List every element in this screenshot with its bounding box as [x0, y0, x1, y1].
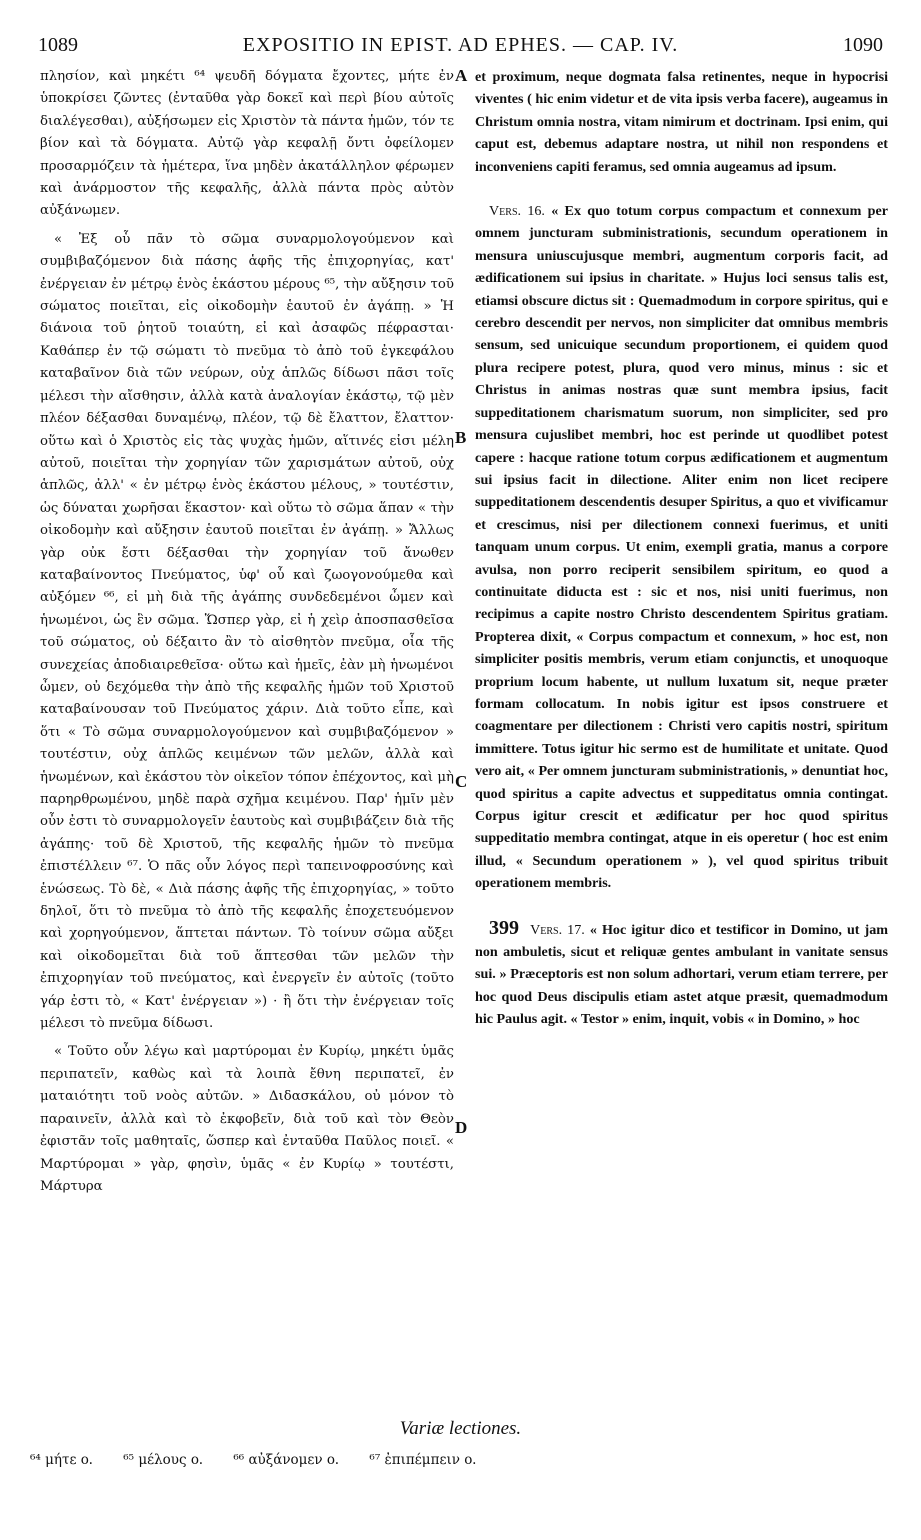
latin-column	[475, 66, 888, 1053]
footnote-64: ⁶⁴ μήτε o.	[30, 1452, 93, 1468]
page-header	[30, 34, 891, 60]
latin-paragraph-2-text: « Ex quo totum corpus compactum et connexum per omnem juncturam subministrationis, secundum operationem in mensura uniuscujusque membri, augmentum corporis facit, ad ædificationem sui ipsius in charitate. » Hujus loci sensus talis est, etiamsi obscure dictus sit : Quemadmodum in corpore spiritus, qui e cerebro descendit per nervos, non simpliciter dat omnibus membris sensum, sed unicuique secundum proportionem, ei quidem quod plura recipere potest, plura, quod vero minus, minus : sic et Christus in animas nostras quæ sunt membra ipsius, facit suppeditationem charismatum suorum, non simpliciter, sed pro mensura cujuslibet membri, hoc est perinde ut quodlibet potest capere : hacque ratione totum corpus ædificationem et augmentum sui ipsius facit in dilectione. Aliter enim non licet recipere suppeditationem descendentis desuper Spiritus, a quo et vivificamur et crescimus, nisi per dilectionem connexi fuerimus, et uniti tanquam unum corpus. Ut enim, exempli gratia, manus a corpore avulsa, non porro reciperit sensibilem spiritum, eo quod a continuitate diducta est : sic et nos, nisi uniti fuerimus, non recipimus a capite nostro Christo descendentem Spiritus gratiam. Propterea dixit, « Corpus compactum et connexum, » hoc est, non simpliciter positis membris, verum etiam conjunctis, et unoquoque proprium locum habente, ut nullum luxatum sit, neque præter formam collocatum. In nobis igitur est ipsos construere et coagmentare per dilectionem : Christi vero capitis nostri, spiritum immittere. Totus igitur hic sermo est de humilitate et unitate. Quod vero ait, « Per omnem juncturam subministrationis, » denuntiat hoc, quod spiritus a capite advectus et suppeditatus omnia contingat. Corpus igitur crescit et ædificatur per hoc quod spiritus suppeditatio membra contingat, atque in eis operetur ( hoc est enim illud, « Secundum operationem » ), vel quod spiritus tribuit operationem membris.	[475, 203, 888, 892]
margin-letter-d: D	[455, 1118, 468, 1137]
footnote-67: ⁶⁷ ἐπιπέμπειν o.	[369, 1452, 477, 1468]
greek-column	[40, 66, 454, 1204]
verse-label-17: Vers. 17.	[530, 921, 585, 938]
greek-paragraph-2: « Ἐξ οὗ πᾶν τὸ σῶμα συναρμολογούμενον καὶ συμβιβαζόμενον διὰ πάσης ἁφῆς τῆς ἐπιχορηγίας, κατ' ἐνέργειαν ἐν μέτρῳ ἑνὸς ἑκάστου μέρους ⁶⁵, τὴν αὔξησιν τοῦ σώματος ποιεῖται, εἰς οἰκοδομὴν ἑαυτοῦ ἐν ἀγάπῃ. » Ἡ διάνοια τοῦ ῥητοῦ τοιαύτη, εἰ καὶ ἀσαφῶς πέφρασται· Καθάπερ ἐν τῷ σώματι τὸ πνεῦμα τὸ ἀπὸ τοῦ ἐγκεφάλου καταβαῖνον διὰ τῶν νεύρων, οὐχ ἁπλῶς δίδωσι πᾶσι τοῖς μέλεσι τὴν αἴσθησιν, ἀλλὰ κατὰ ἀναλογίαν ἑκάστῳ, τῷ μὲν πλέον δέξασθαι δυναμένῳ, πλέον, τῷ δὲ ἔλαττον, ἔλαττον· οὕτω καὶ ὁ Χριστὸς εἰς τὰς ψυχὰς ἡμῶν, αἵτινές εἰσι μέλη αὐτοῦ, ποιεῖται τὴν χορηγίαν τῶν χαρισμάτων αὐτοῦ, οὐχ ἁπλῶς, ἀλλ' « ἐν μέτρῳ ἑνὸς ἑκάστου μέλους, » τουτέστιν, ὡς δύναται χωρῆσαι ἕκαστον· καὶ οὕτω τὸ σῶμα ἅπαν « τὴν οἰκοδομὴν καὶ αὔξησιν ἑαυτοῦ ποιεῖται ἐν ἀγάπῃ. » Ἄλλως γὰρ οὐκ ἔστι δέξασθαι τὴν χορηγίαν τοῦ ἄνωθεν καταβαίνοντος Πνεύματος, ὑφ' οὗ καὶ ζωογονούμεθα καὶ αὐξόμεν ⁶⁶, εἰ μὴ διὰ τῆς ἀγάπης συνδεδεμένοι ὦμεν καὶ ἡνωμένοι, ὡς ἓν σῶμα. Ὥσπερ γὰρ, εἰ ἡ χεὶρ ἀποσπασθεῖσα τοῦ σώματος, οὐ δέξαιτο ἂν τὸ αἰσθητὸν πνεῦμα, οἷα τῆς συνεχείας ἀποδιαιρεθεῖσα· οὕτω καὶ ἡμεῖς, ἐὰν μὴ ἡνωμένοι ὦμεν, οὐ δεχόμεθα τὴν ἀπὸ τῆς κεφαλῆς ἡμῶν τοῦ Χριστοῦ καταβαίνουσαν τοῦ Πνεύματος χάριν. Διὰ τοῦτο εἶπε, καὶ ὅτι « Τὸ σῶμα συναρμολογούμενον καὶ συμβιβαζόμενον » τουτέστιν, οὐχ ἁπλῶς κειμένων τῶν μελῶν, ἀλλὰ καὶ ἡνωμένων, καὶ ἑκάστου τὸν οἰκεῖον τόπον ἐπέχοντος, καὶ μὴ παρηρθρωμένου, μηδὲ παρὰ σχῆμα κειμένου. Παρ' ἡμῖν μὲν οὖν ἐστι τὸ συναρμολογεῖν ἑαυτοὺς καὶ συμβιβάζειν διὰ τῆς ἀγάπης· τοῦ δὲ Χριστοῦ, τῆς κεφαλῆς ἡμῶν τὸ πνεῦμα ἐπιστέλλειν ⁶⁷. Ὁ πᾶς οὖν λόγος περὶ ταπεινοφροσύνης καὶ ἑνώσεως. Τὸ δὲ, « Διὰ πάσης ἁφῆς τῆς ἐπιχορηγίας, » τοῦτο δηλοῖ, ὅτι τὸ πνεῦμα τὸ ἀπὸ τῆς κεφαλῆς ἐποχετευόμενον καὶ χορηγούμενον, ἅπτεται πάντων. Τὸ τοίνυν σῶμα αὔξει καὶ οἰκοδομεῖται διὰ τοῦ ἅπτεσθαι τῶν μελῶν τὴν ἐπιχορηγίαν τοῦ πνεύματος, καὶ ἐνεργεῖν ἐν αὐτοῖς (τοῦτο γάρ ἐστι τὸ, « Κατ' ἐνέργειαν ») · ἢ ὅτι τὴν ἐνέργειαν τοῖς μέλεσι τὸ πνεῦμα δίδωσι.	[40, 231, 454, 1032]
verse-label-16: Vers. 16.	[489, 203, 545, 220]
page-number-right: 1090	[843, 34, 883, 56]
column-number: 399	[489, 916, 519, 939]
greek-paragraph-3: « Τοῦτο οὖν λέγω καὶ μαρτύρομαι ἐν Κυρίῳ, μηκέτι ὑμᾶς περιπατεῖν, καθὼς καὶ τὰ λοιπὰ ἔθνη περιπατεῖ, ἐν ματαιότητι τοῦ νοὸς αὐτῶν. » Διδασκάλου, οὐ μόνον τὸ παραινεῖν, ἀλλὰ καὶ τὸ ἐκφοβεῖν, διὰ τοῦ καὶ τὸν Θεὸν ἐφιστᾶν τοῖς μαθηταῖς, ὥσπερ καὶ ἐνταῦθα Παῦλος ποιεῖ. « Μαρτύρομαι » γὰρ, φησὶν, ὑμᾶς « ἐν Κυρίῳ » τουτέστι, Μάρτυρα	[40, 1044, 454, 1194]
latin-paragraph-3	[475, 917, 888, 1031]
variae-lectiones-title: Variæ lectiones.	[399, 1418, 522, 1439]
latin-paragraph-3-text: « Hoc igitur dico et testificor in Domino, ut jam non ambuletis, sicut et reliquæ gentes ambulant in vanitate sensus sui. » Præceptoris est non solum adhortari, verum etiam terrere, per hoc quod Deus discipulis etiam astet atque præsit, quemadmodum hic Paulus agit. « Testor » enim, inquit, vobis « in Domino, » hoc	[475, 921, 889, 1028]
footnote-65: ⁶⁵ μέλους o.	[123, 1452, 204, 1468]
greek-paragraph-1: πλησίον, καὶ μηκέτι ⁶⁴ ψευδῆ δόγματα ἔχοντες, μήτε ἐν ὑποκρίσει ζῶντες (ἐνταῦθα γὰρ δοκεῖ καὶ περὶ βίου αὐτοῖς διαλέγεσθαι), αὐξήσωμεν εἰς Χριστὸν τὰ πάντα ἡμῶν, τόν τε βίον καὶ τὰ δόγματα. Αὐτῷ γὰρ κεφαλῇ ὄντι ὀφείλομεν προσαρμόζειν τὰ ἡμέτερα, ἵνα μηδὲν ἀκατάλληλον φέρωμεν καὶ ἀνάρμοστον τῆς κεφαλῆς, ἀλλὰ πάντα πρὸς αὐτὸν αὐξάνωμεν.	[40, 69, 454, 219]
margin-letter-b: B	[455, 428, 467, 447]
margin-letter-a: A	[455, 66, 468, 85]
latin-paragraph-1: et proximum, neque dogmata falsa retinentes, neque in hypocrisi viventes ( hic enim videtur et de vita ipsis verba facere), augeamus in Christum omnia nostra, vitam nimirum et doctrinam. Ipsi enim, qui caput est, debemus adaptare nostra, ut nihil non respondens et inconveniens capiti feramus, sed omnia augeamus ad ipsum.	[475, 69, 888, 175]
footnotes	[30, 1452, 891, 1468]
running-title: EXPOSITIO IN EPIST. AD EPHES. — CAP. IV.	[242, 34, 679, 56]
latin-paragraph-2	[475, 200, 888, 895]
page-number-left: 1089	[38, 34, 78, 56]
footnote-66: ⁶⁶ αὐξάνομεν o.	[233, 1452, 340, 1468]
margin-letter-c: C	[455, 772, 468, 791]
